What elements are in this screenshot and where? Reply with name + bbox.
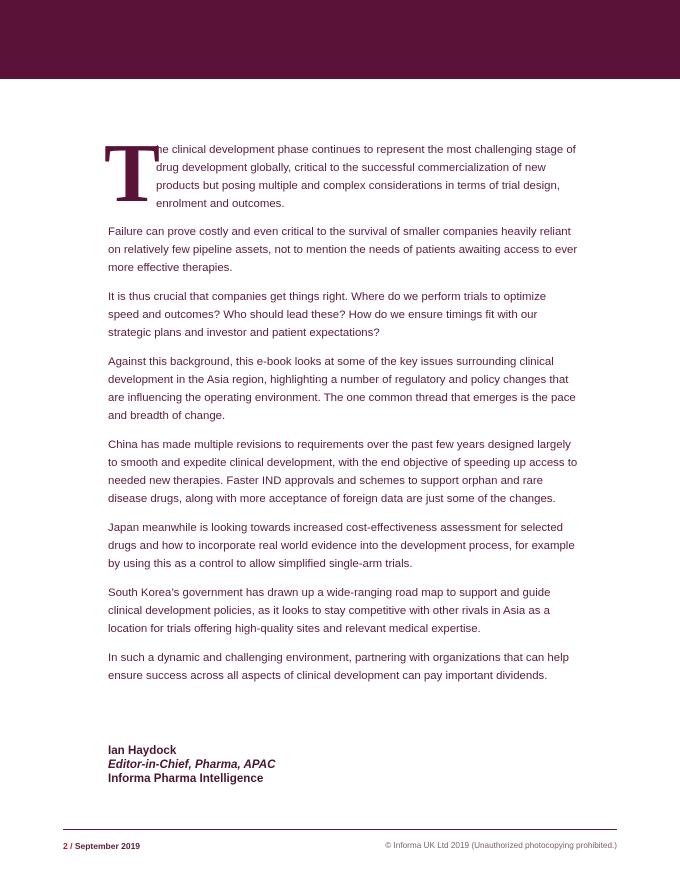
paragraph-south-korea: South Korea’s government has drawn up a wide-ranging road map to support and guide clinical development policies, as it looks to stay competitive with other rivals in Asia as a location for trials offering high-quality sites and relevant medical expertise.	[108, 587, 551, 635]
header-band	[0, 0, 680, 79]
signature-block	[108, 744, 275, 786]
paragraph-crucial: It is thus crucial that companies get things right. Where do we perform trials to optimize speed and outcomes? Who should lead these? How do we ensure timings fit with our strategic plans and investor and patient expectations?	[108, 291, 547, 339]
intro-paragraph	[104, 127, 578, 220]
author-name: Ian Haydock	[108, 744, 177, 757]
drop-cap: T	[104, 127, 161, 220]
footer-page-info	[63, 841, 140, 851]
footer-divider	[63, 829, 617, 830]
intro-text: he clinical development phase continues to represent the most challenging stage of drug development globally, critical to the successful commercialization of new products but posing multiple and complex considerations in terms of trial design, enrolment and outcomes.	[156, 144, 576, 210]
footer-copyright: © Informa UK Ltd 2019 (Unauthorized photocopying prohibited.)	[385, 841, 617, 850]
page-number: 2	[63, 841, 68, 851]
paragraph-conclusion: In such a dynamic and challenging environment, partnering with organizations that can help ensure success across all aspects of clinical development can pay important dividends.	[108, 652, 569, 682]
author-title: Editor-in-Chief, Pharma, APAC	[108, 758, 276, 771]
paragraph-china: China has made multiple revisions to requirements over the past few years designed largely to smooth and expedite clinical development, with the end objective of speeding up access to needed new therapies. Faster IND approvals and schemes to support orphan and rare disease drugs, along with more acceptance of foreign data are just some of the changes.	[108, 439, 578, 505]
author-organization: Informa Pharma Intelligence	[108, 772, 264, 785]
page-separator: /	[67, 841, 75, 851]
paragraph-japan: Japan meanwhile is looking towards increased cost-effectiveness assessment for selected drugs and how to incorporate real world evidence into the development process, for example by using this as a control to allow simplified single-arm trials.	[108, 522, 575, 570]
footer-date: September 2019	[74, 841, 141, 851]
paragraph-background: Against this background, this e-book looks at some of the key issues surrounding clinical development in the Asia region, highlighting a number of regulatory and policy changes that are influencing the operating environment. The one common thread that emerges is the pace and breadth of change.	[108, 356, 576, 422]
paragraph-failure: Failure can prove costly and even critical to the survival of smaller companies heavily reliant on relatively few pipeline assets, not to mention the needs of patients awaiting access to ever more effective therapies.	[108, 226, 578, 274]
article-body	[104, 127, 578, 696]
